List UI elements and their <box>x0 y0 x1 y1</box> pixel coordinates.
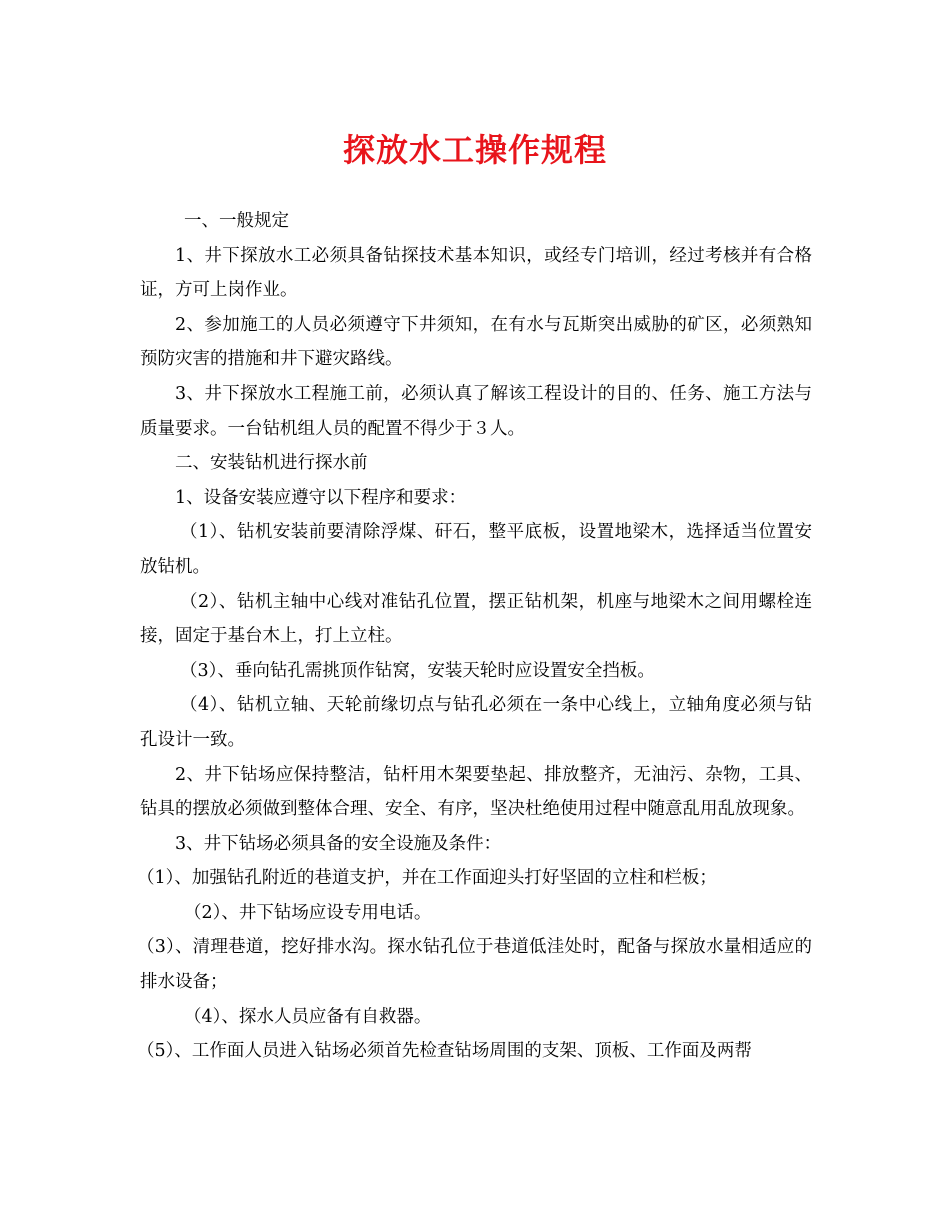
list-item-install-1: （1）、钻机安装前要清除浮煤、矸石，整平底板，设置地梁木，选择适当位置安放钻机。 <box>140 522 812 577</box>
list-item-install-2: （2）、钻机主轴中心线对准钻孔位置，摆正钻机架，机座与地梁木之间用螺栓连接，固定于基台木上，打上立柱。 <box>140 591 812 647</box>
list-item-install-4: （4）、钻机立轴、天轮前缘切点与钻孔必须在一条中心线上，立轴角度必须与钻孔设计一致。 <box>140 695 812 750</box>
document-body <box>137 204 812 1069</box>
section-heading-install: 二、安装钻机进行探水前 <box>175 453 368 474</box>
paragraph-2: 2、参加施工的人员必须遵守下井须知，在有水与瓦斯突出威胁的矿区，必须熟知预防灾害的措施和井下避灾路线。 <box>140 314 812 370</box>
paragraph-install-3: 3、井下钻场必须具备的安全设施及条件： <box>175 833 502 854</box>
paragraph-3: 3、井下探放水工程施工前，必须认真了解该工程设计的目的、任务、施工方法与质量要求。一台钻机组人员的配置不得少于３人。 <box>140 383 812 439</box>
list-item-safety-1: （1）、加强钻孔附近的巷道支护，并在工作面迎头打好坚固的立柱和栏板； <box>137 868 717 889</box>
list-item-safety-3: （3）、清理巷道，挖好排水沟。探水钻孔位于巷道低洼处时，配备与探放水量相适应的排水设备； <box>137 937 812 993</box>
list-item-safety-4: （4）、探水人员应备有自救器。 <box>184 1006 432 1027</box>
list-item-safety-2: （2）、井下钻场应设专用电话。 <box>184 902 432 923</box>
paragraph-1: 1、井下探放水工必须具备钻探技术基本知识，或经专门培训，经过考核并有合格证，方可上岗作业。 <box>140 245 812 301</box>
list-item-safety-5: （5）、工作面人员进入钻场必须首先检查钻场周围的支架、顶板、工作面及两帮 <box>137 1041 752 1062</box>
paragraph-install-2: 2、井下钻场应保持整洁，钻杆用木架要垫起、排放整齐，无油污、杂物，工具、钻具的摆放必须做到整体合理、安全、有序，坚决杜绝使用过程中随意乱用乱放现象。 <box>140 764 812 820</box>
document-title: 探放水工操作规程 <box>342 131 607 169</box>
list-item-install-3: （3）、垂向钻孔需挑顶作钻窝，安装天轮时应设置安全挡板。 <box>180 660 655 681</box>
paragraph-install-1: 1、设备安装应遵守以下程序和要求： <box>175 487 467 508</box>
section-heading-general: 一、一般规定 <box>184 211 289 231</box>
